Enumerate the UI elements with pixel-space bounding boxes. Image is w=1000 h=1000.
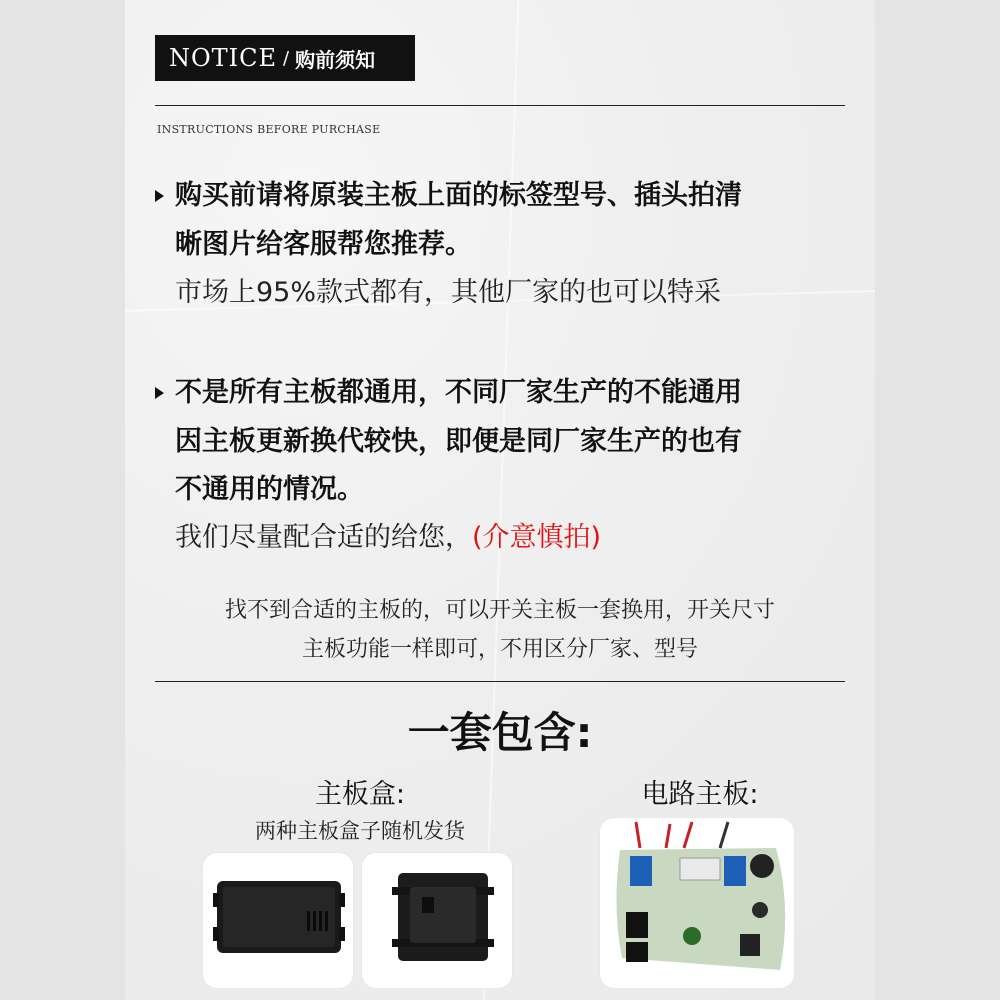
section2-line3: 不通用的情况。 (175, 474, 364, 505)
notice-title-en: NOTICE (169, 44, 278, 72)
box-note: 两种主板盒子随机发货 (255, 819, 465, 843)
notice-title-cn: 购前须知 (295, 47, 376, 72)
divider-top (155, 105, 845, 106)
notice-separator: / (283, 47, 290, 69)
controller-box-photo-1 (203, 853, 353, 988)
board-label: 电路主板: (641, 779, 759, 810)
bullet-arrow-icon (155, 190, 164, 202)
bullet-arrow-icon (155, 387, 164, 399)
circuit-board-image (600, 818, 794, 988)
section1-line1: 购买前请将原装主板上面的标签型号、插头拍清 (175, 180, 742, 211)
box-label: 主板盒: (314, 779, 406, 810)
controller-box-photo-2 (362, 853, 512, 988)
black-box-image (362, 853, 512, 988)
circuit-board-photo (600, 818, 794, 988)
black-box-image (203, 853, 353, 988)
section2-line1: 不是所有主板都通用，不同厂家生产的不能通用 (175, 377, 742, 408)
section1-line3: 市场上95%款式都有，其他厂家的也可以特采 (175, 277, 722, 308)
notice-header (155, 35, 415, 81)
note-line1: 找不到合适的主板的，可以开关主板一套换用，开关尺寸 (224, 598, 775, 623)
divider-bottom (155, 681, 845, 682)
note-line2: 主板功能一样即可，不用区分厂家、型号 (301, 637, 698, 662)
package-title: 一套包含: (407, 708, 593, 757)
section2-line4-main: 我们尽量配合适的给您， (175, 522, 472, 553)
section2-line4 (175, 520, 601, 556)
caution-text: (介意慎拍) (472, 522, 602, 553)
section2-line2: 因主板更新换代较快，即便是同厂家生产的也有 (175, 426, 742, 457)
paper-crease (483, 0, 520, 999)
section1-line2: 晰图片给客服帮您推荐。 (175, 229, 472, 260)
notice-subtitle: INSTRUCTIONS BEFORE PURCHASE (157, 123, 381, 136)
